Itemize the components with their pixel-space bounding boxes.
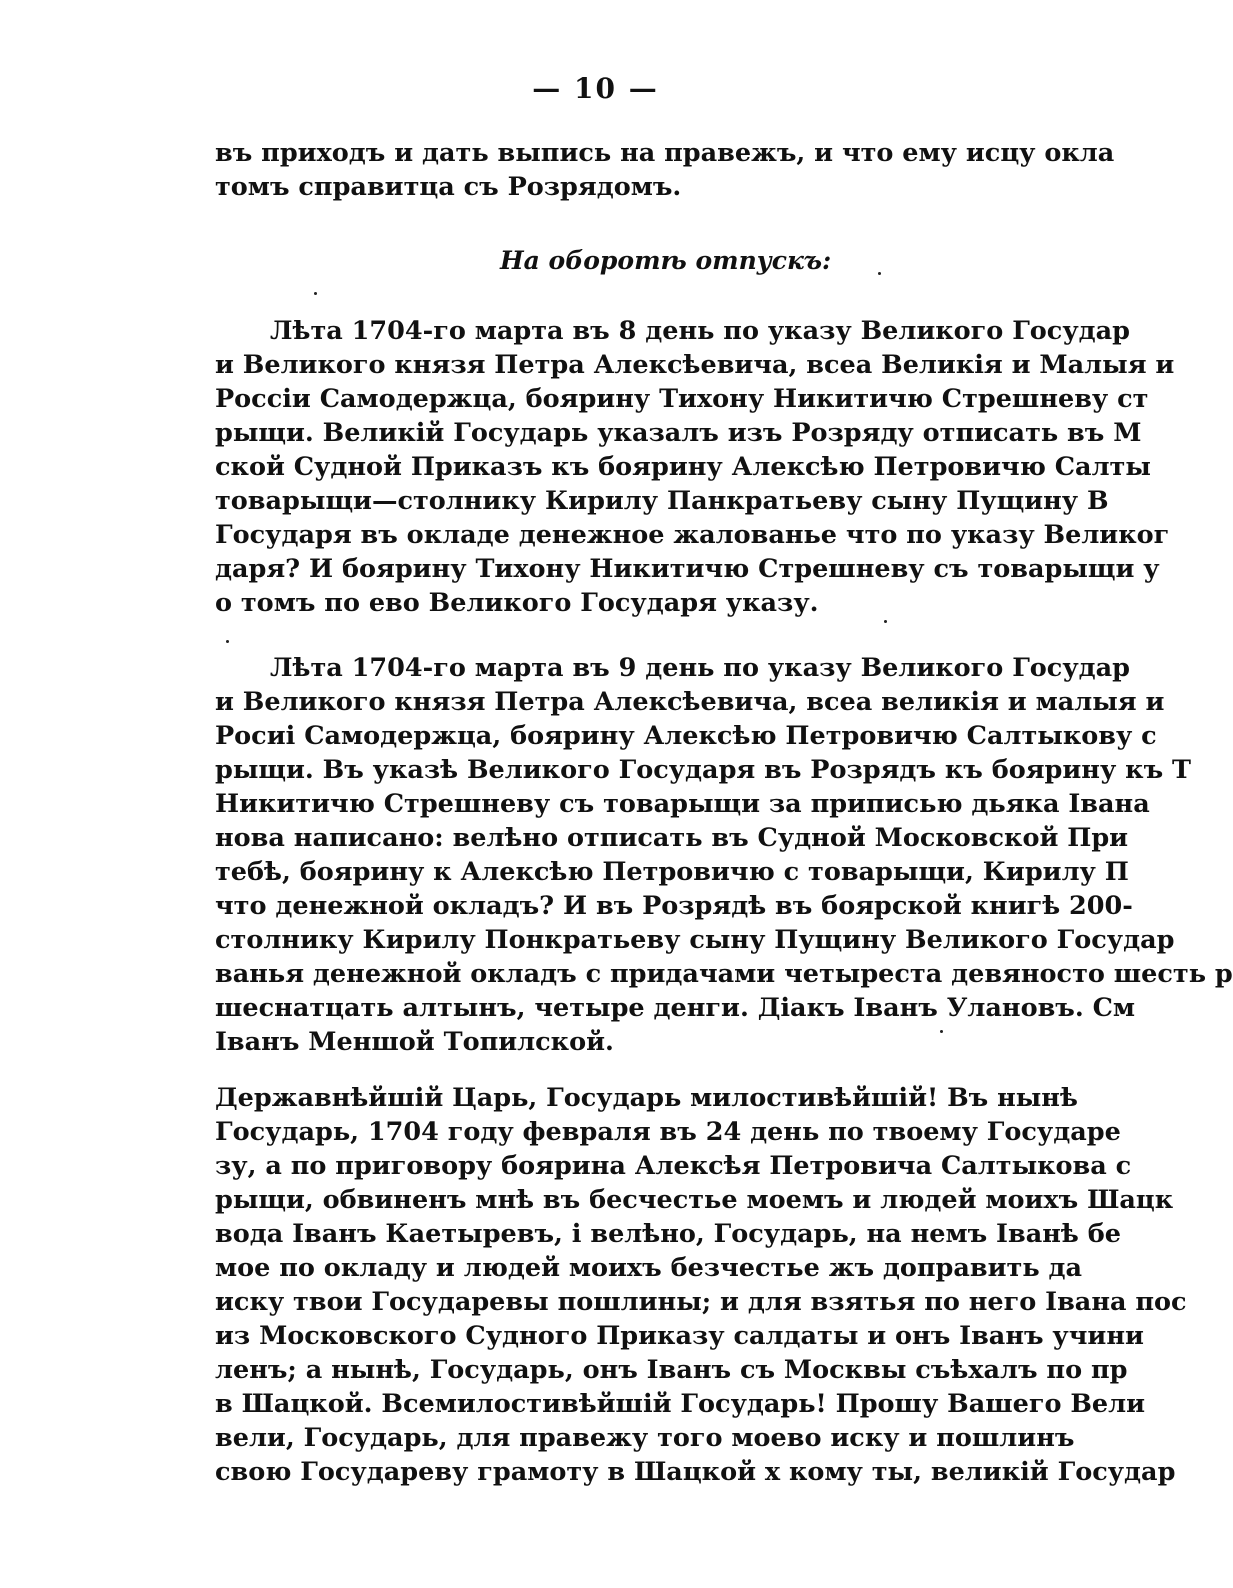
text-line: Росиі Самодержца, боярину Алексѣю Петровичю Салтыкову с bbox=[215, 721, 1157, 751]
text-line: из Московского Судного Приказу салдаты и онъ Іванъ учини bbox=[215, 1321, 1144, 1351]
text-line: Лѣта 1704-го марта въ 9 день по указу Великого Государ bbox=[270, 653, 1131, 683]
text-line: мое по окладу и людей моихъ безчестье жъ доправить да bbox=[215, 1253, 1083, 1283]
text-line: и Великого князя Петра Алексѣевича, всеа великія и малыя и bbox=[215, 687, 1165, 717]
text-line: шеснатцать алтынъ, четыре денги. Діакъ Іванъ Улановъ. См bbox=[215, 993, 1136, 1023]
text-line: рыщи. Великій Государь указалъ изъ Розряду отписать въ М bbox=[215, 418, 1142, 448]
text-line: Россіи Самодержца, боярину Тихону Никитичю Стрешневу ст bbox=[215, 384, 1149, 414]
text-line: столнику Кирилу Понкратьеву сыну Пущину Великого Государ bbox=[215, 925, 1175, 955]
scan-speck bbox=[226, 640, 229, 643]
section-heading: На оборотѣ отпускъ: bbox=[500, 246, 832, 275]
scan-speck bbox=[314, 292, 317, 295]
text-line: Державнѣйшій Царь, Государь милостивѣйшій! Въ нынѣ bbox=[215, 1083, 1078, 1113]
text-line: рыщи, обвиненъ мнѣ въ бесчестье моемъ и людей моихъ Шацк bbox=[215, 1185, 1174, 1215]
page-number: — 10 — bbox=[532, 72, 659, 105]
text-line: Никитичю Стрешневу съ товарыщи за приписью дьяка Івана bbox=[215, 789, 1150, 819]
scan-speck bbox=[878, 272, 881, 275]
text-line: ской Судной Приказъ къ боярину Алексѣю Петровичю Салты bbox=[215, 452, 1151, 482]
text-line: Лѣта 1704-го марта въ 8 день по указу Великого Государ bbox=[270, 316, 1131, 346]
scan-speck bbox=[884, 620, 887, 623]
text-line: нова написано: велѣно отписать въ Судной Московской При bbox=[215, 823, 1129, 853]
text-line: вели, Государь, для правежу того моево иску и пошлинъ bbox=[215, 1423, 1075, 1453]
text-line: ленъ; а нынѣ, Государь, онъ Іванъ съ Москвы съѣхалъ по пр bbox=[215, 1355, 1128, 1385]
text-line: товарыщи—столнику Кирилу Панкратьеву сыну Пущину В bbox=[215, 486, 1109, 516]
text-line: свою Государеву грамоту в Шацкой х кому ты, великій Государ bbox=[215, 1457, 1176, 1487]
text-line: рыщи. Въ указѣ Великого Государя въ Розрядъ къ боярину къ Т bbox=[215, 755, 1191, 785]
text-line: и Великого князя Петра Алексѣевича, всеа Великія и Малыя и bbox=[215, 350, 1175, 380]
text-line: зу, а по приговору боярина Алексѣя Петровича Салтыкова с bbox=[215, 1151, 1132, 1181]
text-line: Государь, 1704 году февраля въ 24 день по твоему Государе bbox=[215, 1117, 1121, 1147]
text-line: в Шацкой. Всемилостивѣйшій Государь! Прошу Вашего Вели bbox=[215, 1389, 1146, 1419]
text-line: о томъ по ево Великого Государя указу. bbox=[215, 588, 819, 618]
scan-speck bbox=[940, 1030, 943, 1033]
text-line: томъ справитца съ Розрядомъ. bbox=[215, 172, 682, 202]
text-line: въ приходъ и дать выпись на правежъ, и что ему исцу окла bbox=[215, 138, 1115, 168]
text-line: иску твои Государевы пошлины; и для взятья по него Івана пос bbox=[215, 1287, 1187, 1317]
text-line: вода Іванъ Каетыревъ, і велѣно, Государь, на немъ Іванѣ бе bbox=[215, 1219, 1121, 1249]
text-line: Государя въ окладе денежное жалованье что по указу Великог bbox=[215, 520, 1170, 550]
text-line: Іванъ Меншой Топилской. bbox=[215, 1027, 614, 1057]
text-line: тебѣ, боярину к Алексѣю Петровичю с товарыщи, Кирилу П bbox=[215, 857, 1129, 887]
text-line: что денежной окладъ? И въ Розрядѣ въ боярской книгѣ 200- bbox=[215, 891, 1133, 921]
text-line: ванья денежной окладъ с придачами четыреста девяносто шесть р bbox=[215, 959, 1233, 989]
text-line: даря? И боярину Тихону Никитичю Стрешневу съ товарыщи у bbox=[215, 554, 1160, 584]
